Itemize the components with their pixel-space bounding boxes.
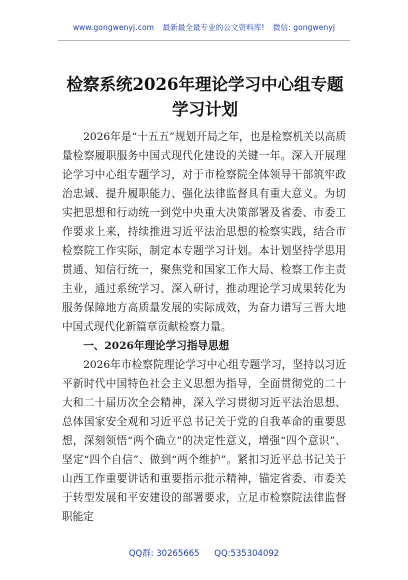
site-url-link[interactable]: www.gongwenyj.com [72, 23, 155, 32]
wechat-contact: 微信: gongwenyj [272, 23, 336, 32]
intro-paragraph: 2026年是“十五五”规划开局之年，也是检察机关以高质量检察履职服务中国式现代化建设的关键一年。深入开展理论学习中心组专题学习，对于市检察院全体领导干部筑牢政治忠诚、提升履职能力、强化法律监督具有重大意义。为切实把思想和行动统一到党中央重大决策部署及省委、市委工作要求上来，持续推进习近平法治思想的检察实践，结合市检察院工作实际，制定本专题学习计划。本计划坚持学思用贯通、知信行统一，聚焦党和国家工作大局、检察工作主责主业，通过系统学习、深入研讨，推动理论学习成果转化为服务保障地方高质量发展的实际成效，为奋力谱写三晋大地中国式现代化新篇章贡献检察力量。 [62, 131, 346, 333]
qq-group-contact: QQ群: 30265665 [128, 549, 200, 559]
header-divider [58, 40, 350, 41]
qq-contact: QQ:535304092 [214, 549, 280, 559]
section-heading: 一、2026年理论学习指导思想 [83, 340, 230, 352]
page-footer [0, 547, 408, 559]
section-paragraph: 2026年市检察院理论学习中心组专题学习，坚持以习近平新时代中国特色社会主义思想为指导，全面贯彻党的二十大和二十届历次全会精神，深入学习贯彻习近平法治思想、总体国家安全观和习近平总书记关于党的自我革命的重要思想，深刻领悟“两个确立”的决定性意义，增强“四个意识”、坚定“四个自信”、做到“两个维护”。紧扣习近平总书记关于山西工作重要讲话和重要指示批示精神，锚定省委、市委关于转型发展和平安建设的部署要求，立足市检察院法律监督职能定 [62, 359, 346, 523]
site-tagline: 最新最全最专业的公文资料库! [162, 23, 265, 32]
document-body [62, 128, 346, 527]
document-title: 检察系统2026年理论学习中心组专题学习计划 [66, 75, 344, 119]
site-header [0, 22, 408, 33]
